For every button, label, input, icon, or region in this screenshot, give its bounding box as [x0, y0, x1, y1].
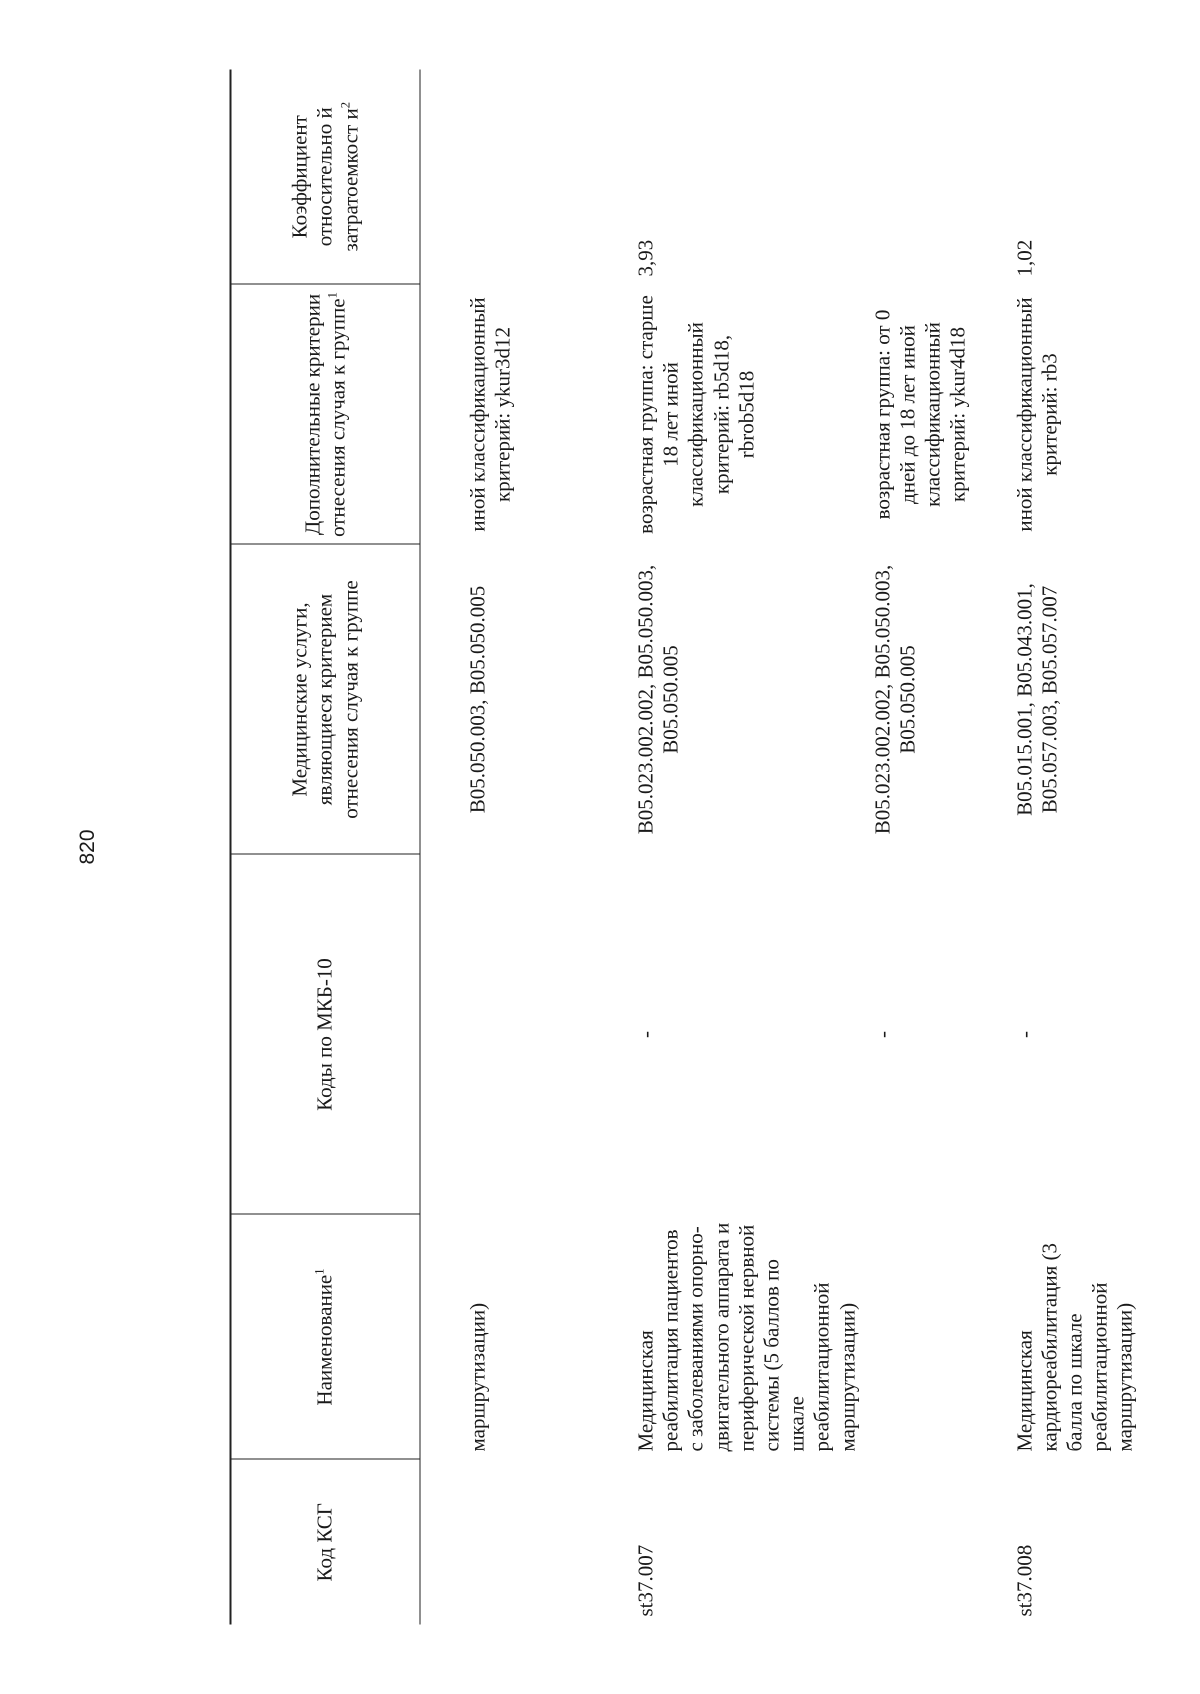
header-medical-services: Медицинские услуги, являющиеся критерием отнесения случая к группе — [230, 545, 420, 855]
cell-additional-criteria: иной классификационный критерий: ykur3d12 — [465, 297, 515, 532]
cell-cost-coefficient: 1,02 — [1011, 239, 1036, 277]
header-name: Наименование$^1$ — [230, 1215, 420, 1460]
cell-ksg-code — [864, 1460, 992, 1625]
table-row — [992, 70, 1156, 1625]
cell-mkb-codes: - — [633, 1031, 657, 1038]
table-header-row — [230, 70, 420, 1625]
cell-cost-coefficient — [864, 70, 992, 285]
cell-name: Медицинская кардиореабилитация (3 балла по шкале реабилитационной маршрутизации) — [1011, 1242, 1137, 1452]
table-row — [864, 70, 992, 1625]
cell-additional-criteria: иной классификационный критерий: rb3 — [1011, 297, 1061, 532]
cell-mkb-codes: - — [869, 1031, 894, 1038]
header-ksg-code: Код КСГ — [230, 1460, 420, 1625]
cell-medical-services: B05.023.002.002, B05.050.003, B05.050.005 — [869, 564, 919, 835]
page-number: 820 — [76, 829, 99, 865]
cell-ksg-code: st37.007 — [633, 1544, 657, 1617]
header-cost-coefficient: Коэффициент относительно й затратоемкост $и^2$ — [230, 70, 420, 285]
cell-mkb-codes — [420, 855, 620, 1215]
table-row — [420, 70, 620, 1625]
rotated-table-container — [229, 70, 1200, 1625]
cell-medical-services: B05.015.001, B05.043.001, B05.057.003, B05.057.007 — [1011, 583, 1061, 816]
cell-ksg-code: st37.008 — [1011, 1544, 1036, 1617]
cell-medical-services: B05.050.003, B05.050.005 — [465, 585, 489, 814]
cell-cost-coefficient — [420, 70, 620, 285]
cell-cost-coefficient: 3,93 — [633, 239, 657, 277]
cell-medical-services: B05.023.002.002, B05.050.003, B05.050.005 — [633, 564, 683, 835]
cell-ksg-code — [420, 1460, 620, 1625]
cell-additional-criteria: возрастная группа: старше 18 лет иной классификационный критерий: rb5d18, rbrob5d18 — [633, 295, 758, 534]
cell-name: маршрутизации) — [465, 1302, 489, 1452]
cell-name — [864, 1215, 992, 1460]
header-mkb-codes: Коды по МКБ-10 — [230, 855, 420, 1215]
ksg-table — [229, 70, 1156, 1625]
cell-mkb-codes: - — [1011, 1031, 1036, 1038]
table-row — [619, 70, 864, 1625]
header-additional-criteria: Дополнительные критерии отнесения случая к группе$^1$ — [230, 285, 420, 545]
cell-additional-criteria: возрастная группа: от 0 дней до 18 лет иной классификационный критерий: ykur4d18 — [869, 309, 970, 520]
cell-name: Медицинская реабилитация пациентов с заболеваниями опорно-двигательного аппарата и периферической нервной системы (5 баллов по шкале реабилитационной маршрутизации) — [633, 1222, 859, 1452]
